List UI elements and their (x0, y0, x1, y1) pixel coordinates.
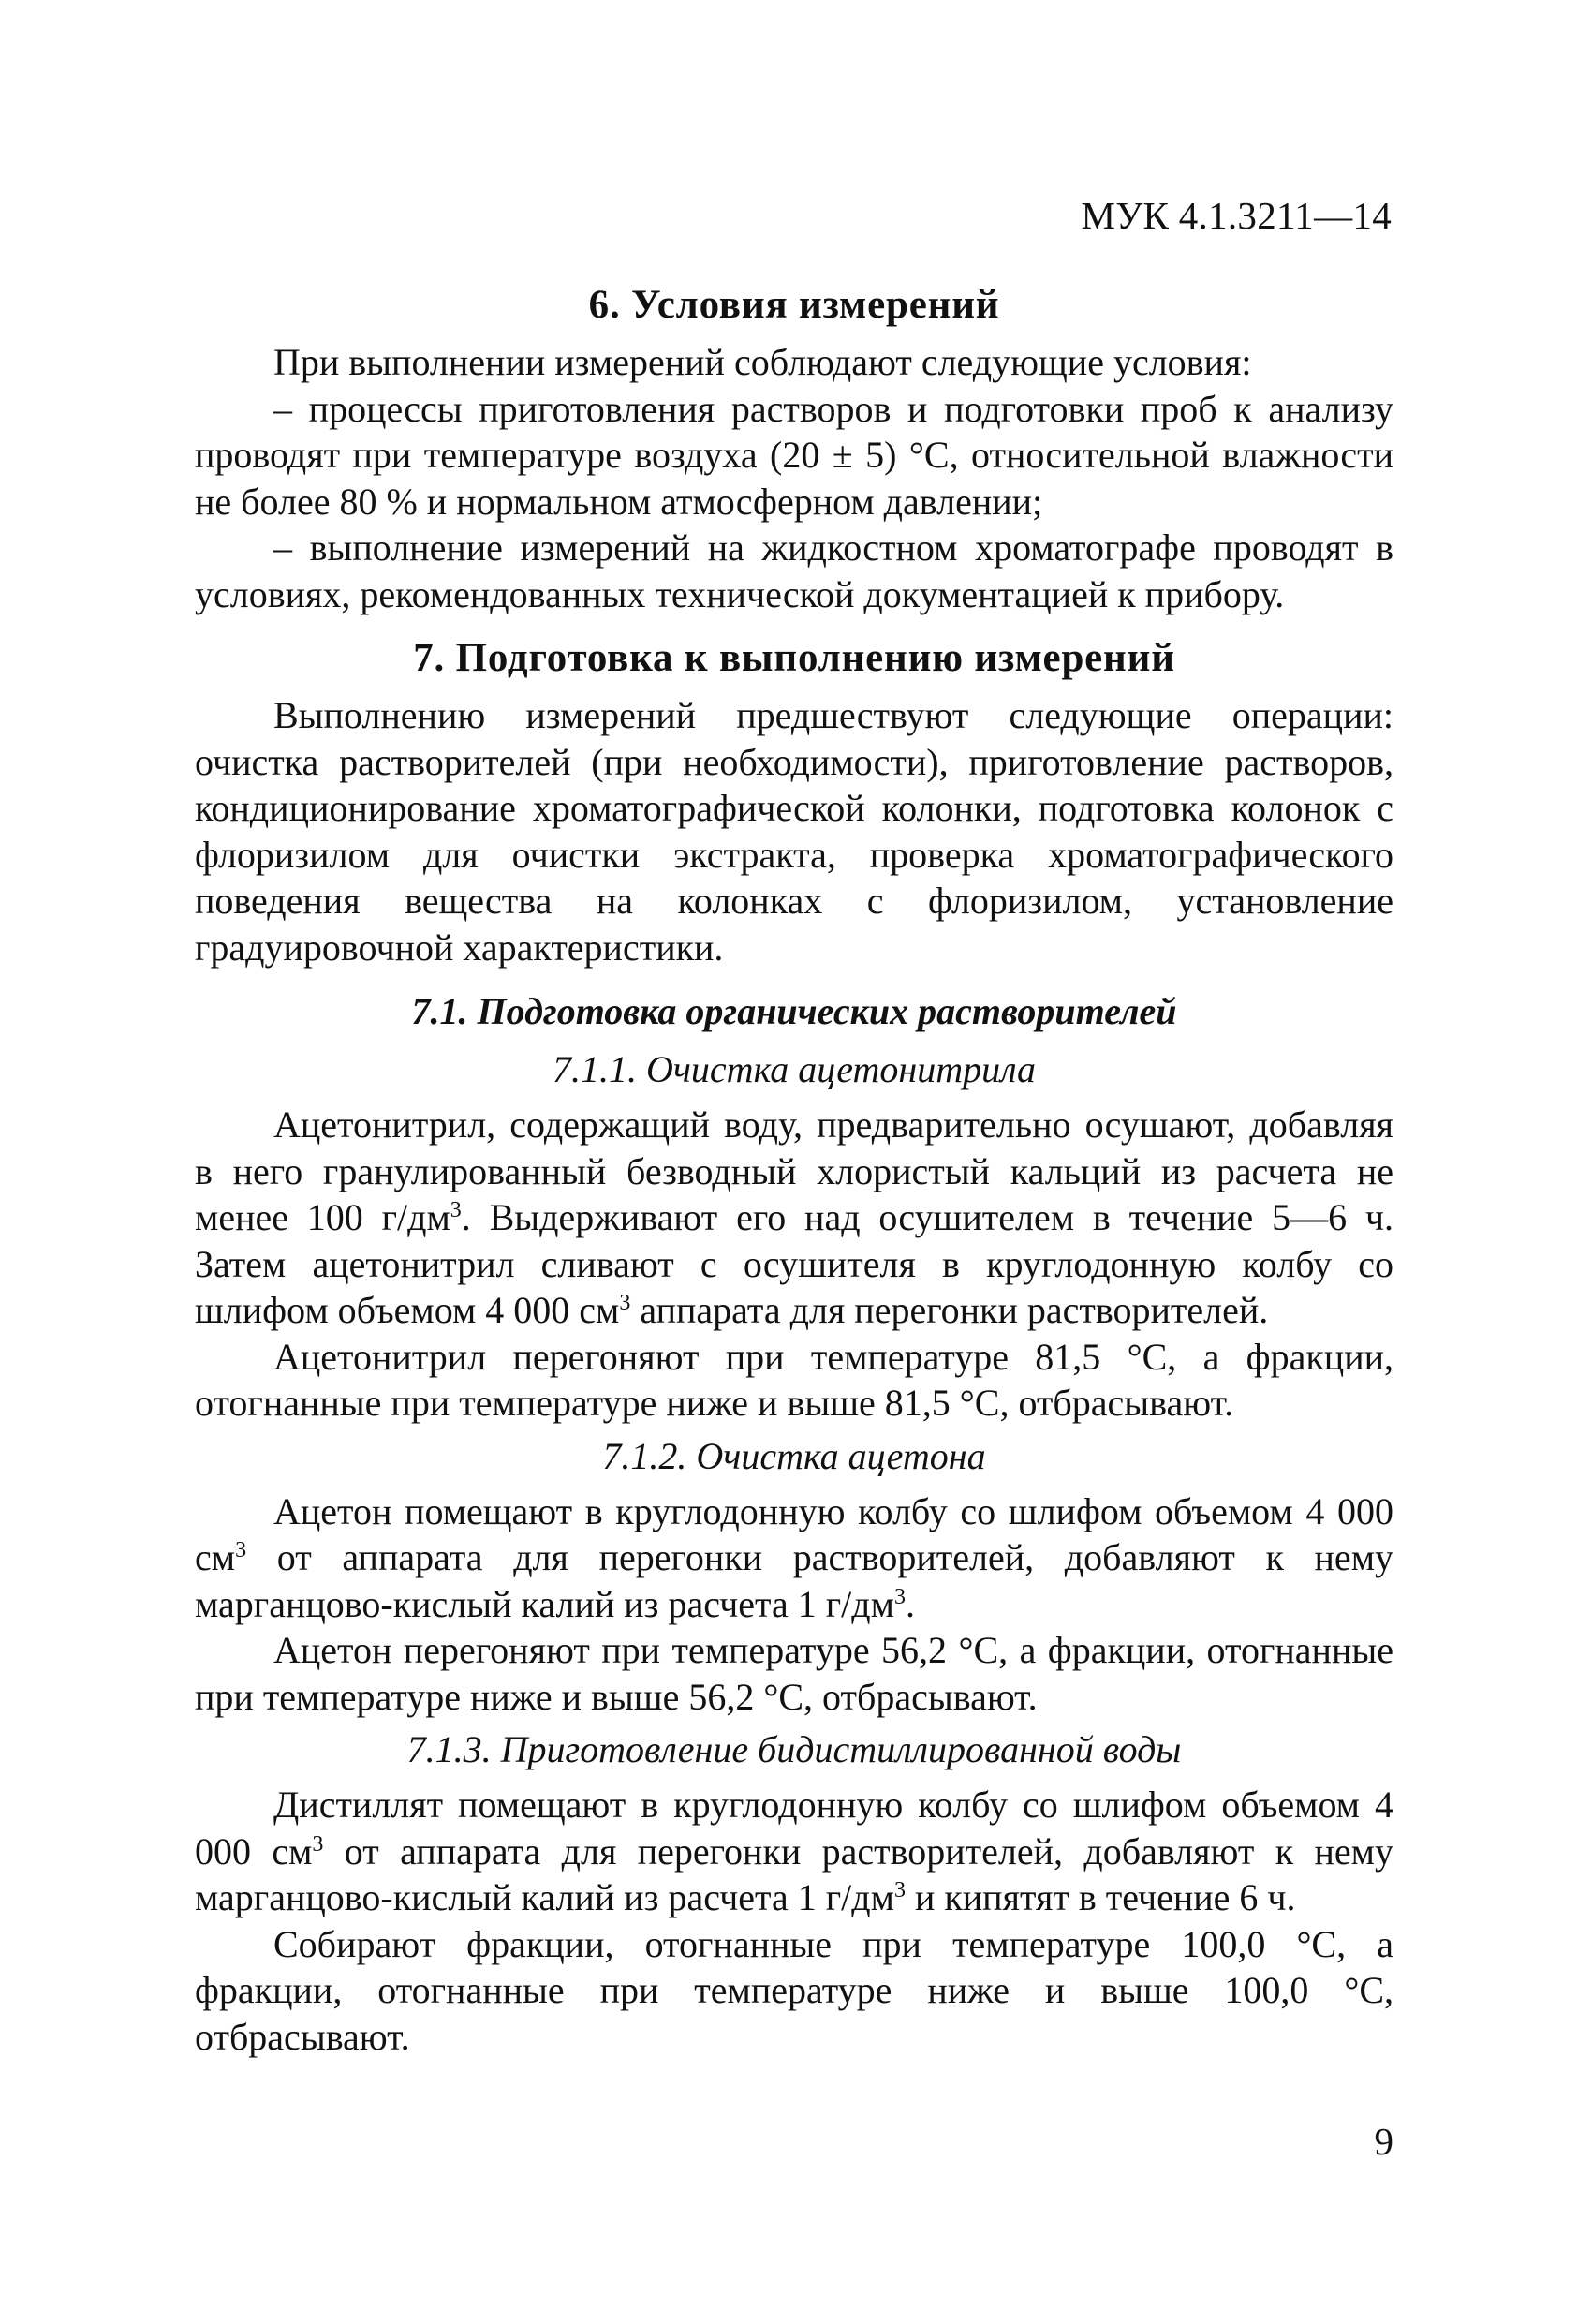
superscript: 3 (312, 1831, 324, 1857)
text-run: Ацетон помещают в круглодонную колбу со шлифом объемом 4 000 см (195, 1489, 1393, 1578)
section-7-1-1-heading: 7.1.1. Очистка ацетонитрила (552, 1048, 1037, 1090)
superscript: 3 (893, 1584, 906, 1609)
section-6-intro: При выполнении измерений соблюдают следующие условия: (273, 341, 1252, 383)
section-7-paragraph: Выполнению измерений предшествуют следующие операции: очистка растворителей (при необходимости), приготовление растворов, кондиционирование хроматографической колонки, подготовка колонок с флоризилом для очистки экстракта, проверка хроматографического поведения вещества на колонках с флоризилом, установление градуировочной характеристики. (195, 694, 1393, 969)
superscript: 3 (619, 1291, 631, 1315)
superscript: 3 (893, 1878, 906, 1902)
text-run: от аппарата для перегонки растворителей, добавляют к нему марганцово-кислый калий из расчета 1 г/дм (195, 1536, 1393, 1625)
text-run: аппарата для перегонки растворителей. (630, 1289, 1269, 1331)
section-7-1-3-paragraph-1 (195, 1782, 1393, 1921)
section-7-1-3-heading: 7.1.3. Приготовление бидистиллированной воды (406, 1728, 1182, 1770)
section-6-condition-2: – выполнение измерений на жидкостном хроматографе проводят в условиях, рекомендованных технической документацией к прибору. (195, 526, 1393, 615)
superscript: 3 (235, 1538, 247, 1562)
document-body (195, 277, 1393, 2060)
section-7-heading: 7. Подготовка к выполнению измерений (413, 636, 1175, 680)
section-7-1-1-paragraph-1 (195, 1102, 1393, 1334)
section-6-heading: 6. Условия измерений (588, 283, 1000, 327)
section-6-condition-1: – процессы приготовления растворов и подготовки проб к анализу проводят при температуре воздуха (20 ± 5) °С, относительной влажности не более 80 % и нормальном атмосферном давлении; (195, 387, 1393, 523)
section-7-1-3-paragraph-2: Собирают фракции, отогнанные при температуре 100,0 °С, а фракции, отогнанные при температуре ниже и выше 100,0 °С, отбрасывают. (195, 1922, 1393, 2058)
section-7-1-2-heading: 7.1.2. Очистка ацетона (602, 1434, 986, 1477)
section-7-1-2-paragraph-1 (195, 1488, 1393, 1628)
text-run: от аппарата для перегонки растворителей, добавляют к нему марганцово-кислый калий из расчета 1 г/дм (195, 1829, 1393, 1918)
document-code-header: МУК 4.1.3211—14 (1081, 194, 1392, 237)
text-run: и кипятят в течение 6 ч. (905, 1876, 1296, 1918)
text-run: Дистиллят помещают в круглодонную колбу со шлифом объемом 4 000 см (195, 1784, 1393, 1873)
superscript: 3 (450, 1198, 462, 1222)
text-run: . (905, 1582, 915, 1625)
section-7-1-2-paragraph-2: Ацетон перегоняют при температуре 56,2 °С, а фракции, отогнанные при температуре ниже и выше 56,2 °С, отбрасывают. (195, 1629, 1393, 1718)
page-number: 9 (1374, 2120, 1393, 2163)
section-7-1-1-paragraph-2: Ацетонитрил перегоняют при температуре 81,5 °С, а фракции, отогнанные при температуре ниже и выше 81,5 °С, отбрасывают. (195, 1335, 1393, 1424)
text-run: . Выдерживают его над осушителем в течение 5—6 ч. Затем ацетонитрил сливают с осушителя в круглодонную колбу со шлифом объемом 4 000 см (195, 1196, 1393, 1331)
text-run: Ацетонитрил, содержащий воду, предварительно осушают, добавляя в него гранулированный безводный хлористый кальций из расчета не менее 100 г/дм (195, 1103, 1393, 1238)
section-7-1-heading: 7.1. Подготовка органических растворителей (411, 990, 1177, 1032)
